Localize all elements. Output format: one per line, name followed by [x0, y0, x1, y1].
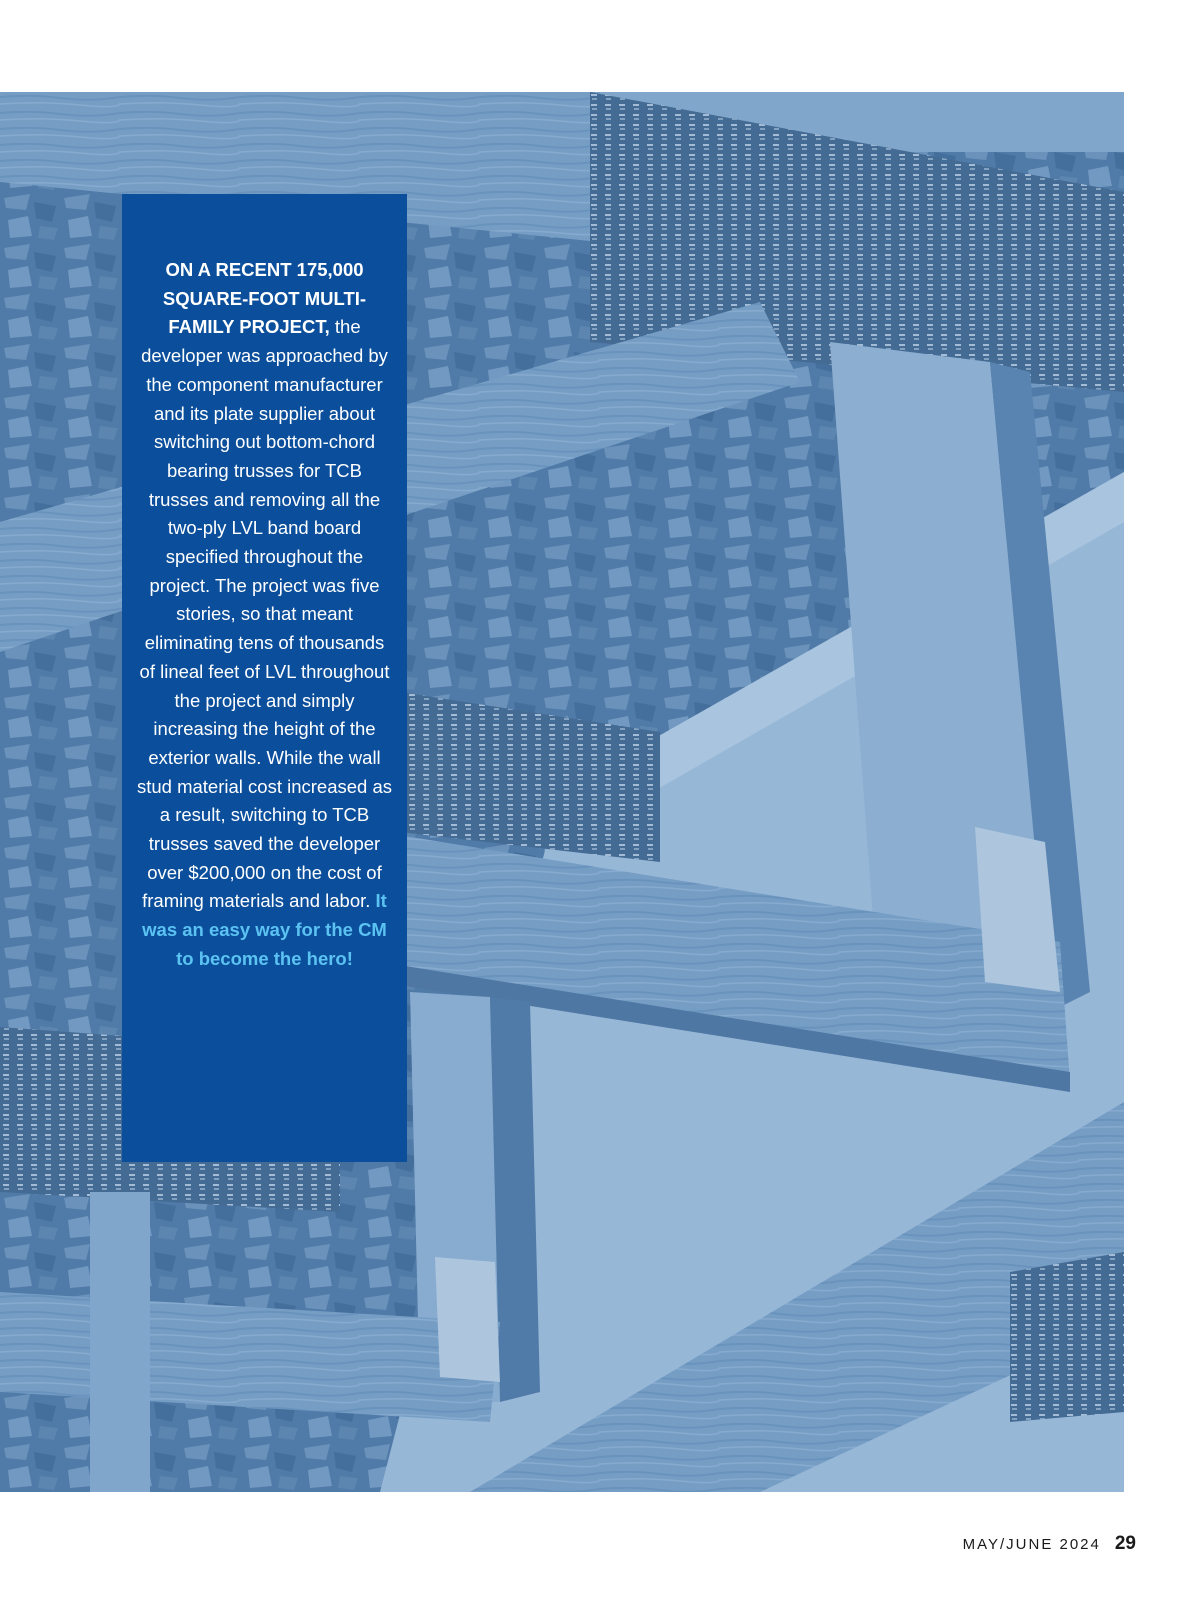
pull-quote-emphasis: It was an easy way for the CM to become the hero! [142, 890, 387, 969]
pull-quote-body: the developer was approached by the component manufacturer and its plate supplier about switching out bottom-chord bearing trusses for TCB trusses and removing all the two-ply LVL band board specified throughout the project. The project was five stories, so that meant eliminating tens of thousands of lineal feet of LVL throughout the project and simply increasing the height of the exterior walls. While the wall stud material cost increased as a result, switching to TCB trusses saved the developer over $200,000 on the cost of framing materials and labor. [136, 316, 392, 912]
page-footer [963, 1533, 1136, 1557]
issue-date: MAY/JUNE 2024 [962, 1536, 1101, 1553]
page-number: 29 [1114, 1533, 1136, 1554]
pull-quote-box [122, 194, 407, 1162]
pull-quote-lead: ON A RECENT 175,000 SQUARE-FOOT MULTI-FAMILY PROJECT, [162, 259, 367, 338]
